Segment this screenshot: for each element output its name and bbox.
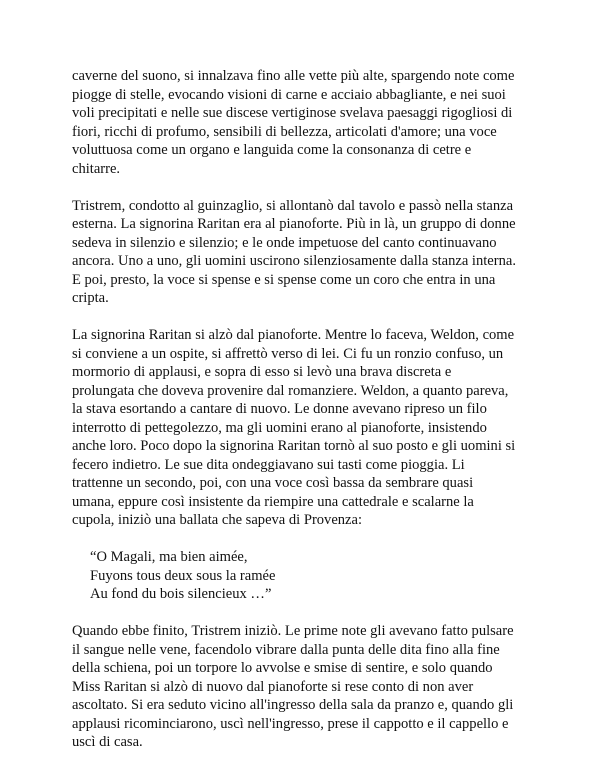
paragraph-spacer bbox=[72, 530, 532, 549]
text-line: prolungata che doveva provenire dal romanziere. Weldon, a quanto pareva, bbox=[72, 382, 509, 399]
paragraph-spacer bbox=[72, 308, 532, 327]
text-line: interrotto di pettegolezzo, ma gli uomini erano al pianoforte, insistendo bbox=[72, 419, 487, 436]
text-line: Tristrem, condotto al guinzaglio, si allontanò dal tavolo e passò nella stanza bbox=[72, 197, 514, 214]
verse-line: Fuyons tous deux sous la ramée bbox=[90, 567, 276, 584]
paragraph bbox=[72, 622, 532, 752]
body-text bbox=[72, 67, 532, 752]
paragraph-spacer bbox=[72, 604, 532, 623]
verse-quote bbox=[72, 548, 532, 604]
text-line: sedeva in silenzio e silenzio; e le onde impetuose del canto continuavano bbox=[72, 234, 497, 251]
text-line: mormorio di applausi, e sopra di esso si levò una brava discreta e bbox=[72, 364, 452, 380]
text-line: uscì di casa. bbox=[72, 734, 143, 750]
text-line: cripta. bbox=[72, 290, 109, 306]
text-line: chitarre. bbox=[72, 160, 121, 177]
text-line: applausi ricominciarono, uscì nell'ingresso, prese il cappotto e il cappello e bbox=[72, 715, 509, 732]
text-line: fecero indietro. Le sue dita ondeggiavano sui tasti come pioggia. Li bbox=[72, 456, 465, 473]
text-line: ascoltato. Si era seduto vicino all'ingresso della sala da pranzo e, quando gli bbox=[72, 697, 514, 713]
text-line: si conviene a un ospite, si affrettò verso di lei. Ci fu un ronzio confuso, un bbox=[72, 345, 504, 362]
text-line: E poi, presto, la voce si spense e si spense come un coro che entra in una bbox=[72, 271, 496, 288]
text-line: trattenne un secondo, poi, con una voce così bassa da sembrare quasi bbox=[72, 475, 474, 491]
text-line: Quando ebbe finito, Tristrem iniziò. Le prime note gli avevano fatto pulsare bbox=[72, 623, 514, 639]
text-line: ancora. Uno a uno, gli uomini uscirono silenziosamente dalla stanza interna. bbox=[72, 253, 516, 269]
text-line: la stava esortando a cantare di nuovo. Le donne avevano ripreso un filo bbox=[72, 401, 487, 417]
text-line: il sangue nelle vene, facendolo vibrare dalla punta delle dita fino alla fine bbox=[72, 641, 500, 658]
text-line: umana, eppure così insistente da riempire una cattedrale e scalarne la bbox=[72, 493, 474, 510]
verse-line: “O Magali, ma bien aimée, bbox=[90, 549, 248, 565]
text-line: piogge di stelle, evocando visioni di carne e acciaio abbagliante, e nei suoi bbox=[72, 86, 506, 103]
paragraph bbox=[72, 67, 532, 178]
text-line: anche loro. Poco dopo la signorina Raritan tornò al suo posto e gli uomini si bbox=[72, 438, 516, 454]
paragraph bbox=[72, 197, 532, 308]
paragraph bbox=[72, 326, 532, 530]
text-line: della schiena, poi un torpore lo avvolse e smise di sentire, e solo quando bbox=[72, 660, 493, 676]
text-line: esterna. La signorina Raritan era al pianoforte. Più in là, un gruppo di donne bbox=[72, 216, 516, 232]
text-line: fiori, ricchi di profumo, sensibili di bellezza, articolati d'amore; una voce bbox=[72, 123, 497, 140]
text-line: Miss Raritan si alzò di nuovo dal pianoforte si rese conto di non aver bbox=[72, 678, 474, 695]
text-line: voluttuosa come un organo e languida come la consonanza di cetre e bbox=[72, 142, 472, 158]
verse-line: Au fond du bois silencieux …” bbox=[90, 586, 272, 602]
text-line: La signorina Raritan si alzò dal pianoforte. Mentre lo faceva, Weldon, come bbox=[72, 327, 515, 343]
paragraph-spacer bbox=[72, 178, 532, 197]
text-line: caverne del suono, si innalzava fino alle vette più alte, spargendo note come bbox=[72, 68, 515, 84]
text-line: voli precipitati e nelle sue discese vertiginose svelava paesaggi rigogliosi di bbox=[72, 105, 513, 121]
text-line: cupola, iniziò una ballata che sapeva di Provenza: bbox=[72, 512, 363, 528]
